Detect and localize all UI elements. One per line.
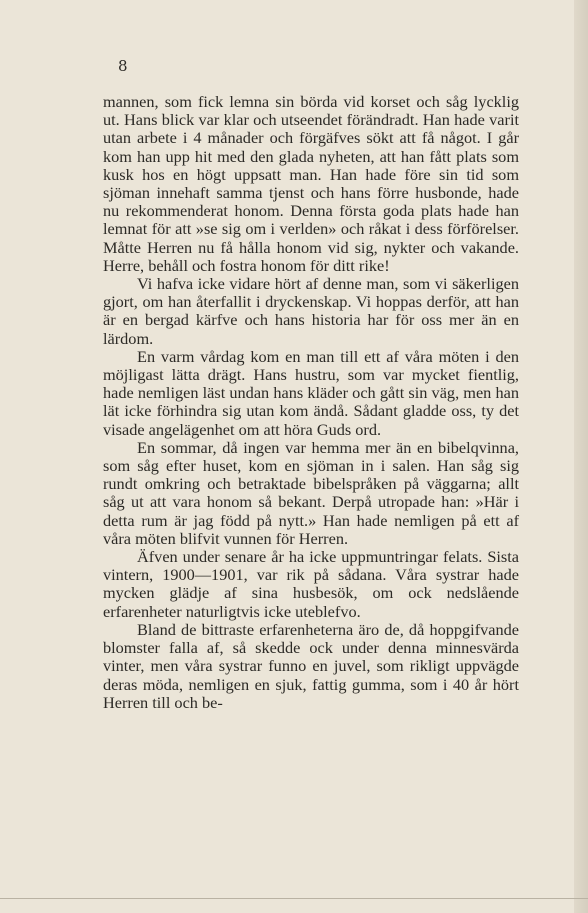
paragraph: En varm vårdag kom en man till ett af våra möten i den möjligast lätta drägt. Hans hustru, som var mycket fientlig, hade nemligen läst undan hans kläder och gått sin väg, men han lät icke förhindra sig utan kom ändå. Sådant gladde oss, ty det visade angelägenhet om att höra Guds ord. (103, 346, 519, 439)
page-number: 8 (118, 57, 129, 75)
page-edge-shadow (574, 0, 588, 913)
paragraph: mannen, som fick lemna sin börda vid korset och såg lycklig ut. Hans blick var klar och utseendet förändradt. Han hade varit utan arbete i 4 månader och förgäfves sökt att få något. I går kom han upp hit med den glada nyheten, att han fått plats som kusk hos en högt uppsatt man. Han hade före sin tid som sjöman innehaft samma tjenst och hans förre husbonde, hade nu rekommenderat honom. Denna första goda plats hade han lemnat för att »se sig om i verlden» och råkat i dess förförelser. Måtte Herren nu få hålla honom vid sig, nykter och vakande. Herre, behåll och fostra honom för ditt rike! (103, 92, 519, 275)
paragraph: En sommar, då ingen var hemma mer än en bibelqvinna, som såg efter huset, kom en sjöman in i salen. Han såg sig rundt omkring och betraktade bibelspråken på väggarna; allt såg ut att vara honom så bekant. Derpå utropade han: »Här i detta rum är jag född på nytt.» Han hade nemligen på ett af våra möten blifvit vunnen för Herren. (103, 437, 519, 548)
body-text (103, 93, 519, 712)
paragraph: Bland de bittraste erfarenheterna äro de, då hoppgifvande blomster falla af, så skedde ock under denna minnesvärda vinter, men våra systrar funno en juvel, som rikligt uppvägde deras möda, nemligen en sjuk, fattig gumma, som i 40 år hört Herren till och be- (103, 619, 519, 712)
paragraph: Äfven under senare år ha icke uppmuntringar felats. Sista vintern, 1900—1901, var rik på sådana. Våra systrar hade mycken glädje af sina husbesök, om ock nedslående erfarenheter naturligtvis icke uteblefvo. (103, 547, 519, 621)
page-bottom-edge (0, 898, 588, 899)
paragraph: Vi hafva icke vidare hört af denne man, som vi säkerligen gjort, om han återfallit i dryckenskap. Vi hoppas derför, att han är en bergad kärfve och hans historia har för oss mer än en lärdom. (103, 274, 519, 348)
